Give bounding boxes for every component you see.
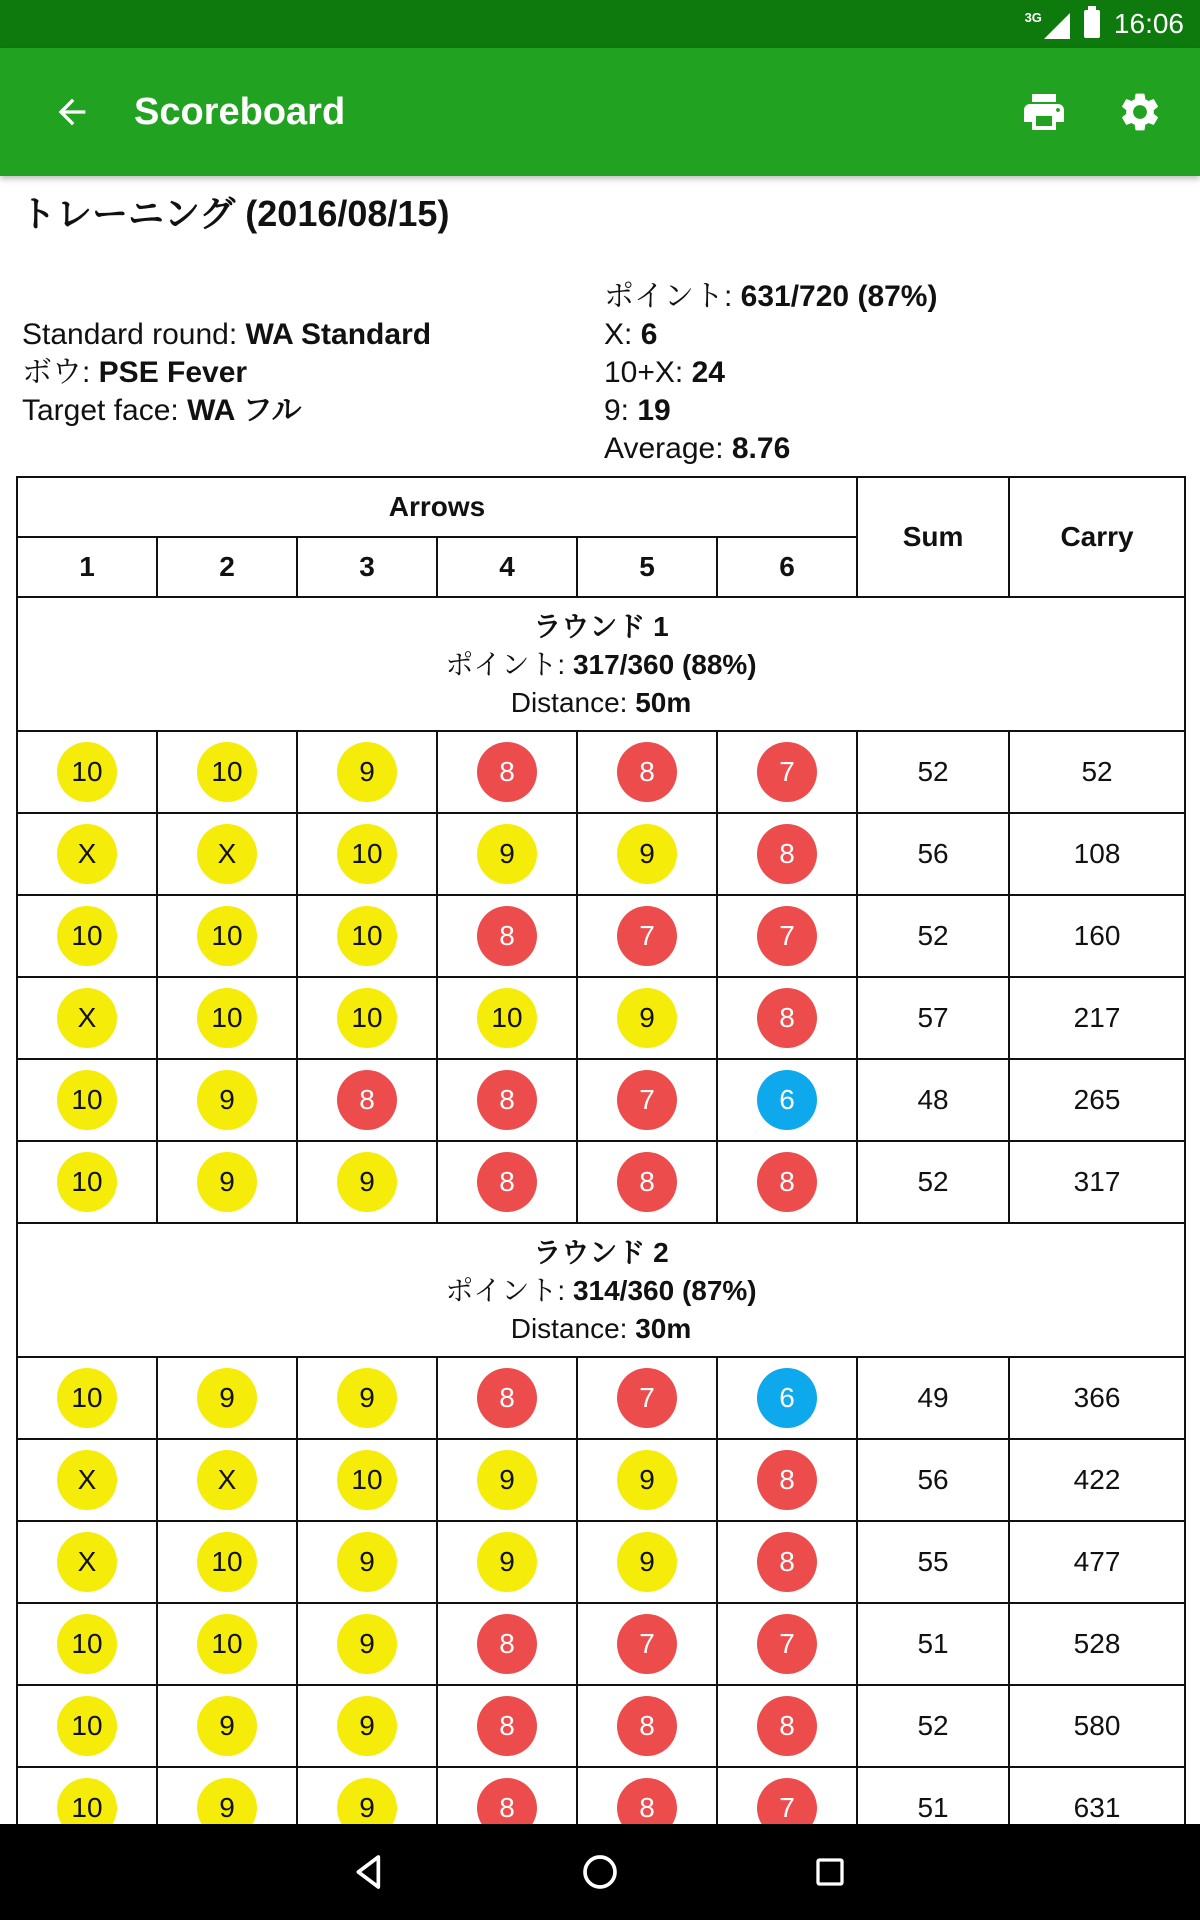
arrow-cell	[437, 977, 577, 1059]
arrow-score-badge: 7	[757, 742, 817, 802]
arrow-score-badge: 8	[757, 824, 817, 884]
arrow-cell	[717, 1685, 857, 1767]
arrow-cell	[297, 1357, 437, 1439]
arrow-score-badge: 8	[757, 1152, 817, 1212]
arrow-cell	[577, 1059, 717, 1141]
arrow-score-badge: 10	[197, 1614, 257, 1674]
arrow-cell	[577, 1141, 717, 1223]
nav-back-button[interactable]	[340, 1842, 400, 1902]
end-row[interactable]	[17, 731, 1185, 813]
x-count-line	[604, 316, 937, 354]
points-label: ポイント:	[604, 280, 741, 313]
arrow-score-badge: 8	[477, 1696, 537, 1756]
arrow-score-badge: 7	[757, 1614, 817, 1674]
end-carry: 265	[1009, 1059, 1185, 1141]
end-row[interactable]	[17, 1141, 1185, 1223]
arrow-cell	[717, 1059, 857, 1141]
arrow-score-badge: 10	[57, 906, 117, 966]
target-face-value: WA フル	[187, 394, 302, 427]
page-title: Scoreboard	[134, 90, 346, 133]
arrow-score-badge: X	[197, 824, 257, 884]
circle-home-icon	[580, 1852, 620, 1892]
arrow-cell	[717, 977, 857, 1059]
arrow-cell	[437, 1059, 577, 1141]
settings-button[interactable]	[1104, 76, 1176, 148]
arrow-cell	[17, 1141, 157, 1223]
round-distance-label: Distance:	[510, 1313, 636, 1344]
end-carry: 108	[1009, 813, 1185, 895]
arrow-score-badge: X	[57, 824, 117, 884]
arrow-score-badge: 6	[757, 1368, 817, 1428]
arrow-cell	[717, 1521, 857, 1603]
round-distance-line	[28, 684, 1174, 722]
scoreboard-content[interactable]	[0, 176, 1200, 1824]
arrow-score-badge: 9	[617, 988, 677, 1048]
arrow-score-badge: 10	[57, 1778, 117, 1824]
arrow-cell	[437, 1685, 577, 1767]
arrow-score-badge: 10	[57, 1152, 117, 1212]
end-row[interactable]	[17, 1439, 1185, 1521]
round-name: ラウンド 1	[533, 611, 669, 642]
arrow-score-badge: 10	[197, 742, 257, 802]
session-meta-left	[22, 316, 431, 430]
arrow-cell	[17, 1767, 157, 1824]
scoreboard-body	[17, 597, 1185, 1824]
arrow-cell	[157, 1521, 297, 1603]
end-carry: 631	[1009, 1767, 1185, 1824]
bow-label: ボウ:	[22, 356, 99, 389]
standard-round-label: Standard round:	[22, 318, 246, 351]
arrow-cell	[437, 1357, 577, 1439]
print-button[interactable]	[1008, 76, 1080, 148]
arrow-score-badge: X	[57, 1532, 117, 1592]
end-sum: 51	[857, 1603, 1009, 1685]
arrows-header: Arrows	[17, 477, 857, 537]
arrow-score-badge: 7	[617, 906, 677, 966]
average-label: Average:	[604, 432, 732, 465]
arrow-score-badge: 8	[477, 1778, 537, 1824]
round-points-label: ポイント:	[445, 649, 573, 680]
arrow-cell	[577, 1439, 717, 1521]
status-bar	[0, 0, 1200, 48]
arrow-cell	[17, 1521, 157, 1603]
arrow-cell	[717, 813, 857, 895]
arrow-score-badge: 10	[337, 1450, 397, 1510]
arrow-cell	[717, 731, 857, 813]
end-row[interactable]	[17, 977, 1185, 1059]
round-name: ラウンド 2	[533, 1237, 669, 1268]
arrow-cell	[577, 731, 717, 813]
arrow-score-badge: 10	[337, 988, 397, 1048]
session-title: トレーニング (2016/08/15)	[20, 193, 450, 234]
arrow-cell	[297, 731, 437, 813]
triangle-back-icon	[350, 1852, 390, 1892]
arrow-cell	[157, 977, 297, 1059]
arrow-cell	[577, 1685, 717, 1767]
arrow-score-badge: 10	[57, 742, 117, 802]
arrow-score-badge: 10	[337, 906, 397, 966]
end-row[interactable]	[17, 1521, 1185, 1603]
nav-recents-button[interactable]	[800, 1842, 860, 1902]
arrow-score-badge: 10	[57, 1614, 117, 1674]
arrow-score-badge: 9	[337, 1778, 397, 1824]
arrow-score-badge: 8	[617, 1152, 677, 1212]
arrow-cell	[577, 895, 717, 977]
x-count-value: 6	[640, 318, 658, 351]
end-carry: 422	[1009, 1439, 1185, 1521]
arrow-score-badge: 9	[197, 1778, 257, 1824]
arrow-score-badge: 10	[57, 1368, 117, 1428]
arrow-score-badge: 7	[617, 1070, 677, 1130]
arrow-cell	[297, 1767, 437, 1824]
arrow-cell	[437, 1141, 577, 1223]
end-sum: 48	[857, 1059, 1009, 1141]
arrow-cell	[17, 895, 157, 977]
clock: 16:06	[1113, 8, 1184, 39]
arrow-cell	[17, 977, 157, 1059]
arrow-score-badge: 7	[757, 1778, 817, 1824]
arrow-cell	[17, 731, 157, 813]
round-distance-value: 50m	[635, 687, 692, 718]
signal-icon	[1044, 13, 1070, 39]
arrow-score-badge: X	[57, 988, 117, 1048]
arrow-cell	[297, 813, 437, 895]
end-row[interactable]	[17, 895, 1185, 977]
arrow-cell	[717, 1603, 857, 1685]
arrow-cell	[437, 1439, 577, 1521]
arrow-score-badge: 8	[757, 988, 817, 1048]
arrow-cell	[157, 813, 297, 895]
end-carry: 217	[1009, 977, 1185, 1059]
arrow-col-header: 1	[17, 537, 157, 597]
arrow-score-badge: 6	[757, 1070, 817, 1130]
arrow-cell	[297, 1603, 437, 1685]
arrow-score-badge: 8	[617, 1696, 677, 1756]
arrow-score-badge: 9	[197, 1152, 257, 1212]
end-row[interactable]	[17, 813, 1185, 895]
arrow-score-badge: 9	[337, 1152, 397, 1212]
round-info-cell	[17, 597, 1185, 731]
arrow-score-badge: 8	[477, 1070, 537, 1130]
end-sum: 57	[857, 977, 1009, 1059]
nine-count-line	[604, 392, 937, 430]
arrow-cell	[157, 1141, 297, 1223]
arrow-col-header: 2	[157, 537, 297, 597]
ten-x-count-value: 24	[691, 356, 725, 389]
arrow-score-badge: 7	[617, 1368, 677, 1428]
arrow-cell	[577, 813, 717, 895]
arrow-cell	[157, 1357, 297, 1439]
end-row[interactable]	[17, 1767, 1185, 1824]
standard-round-line	[22, 316, 431, 354]
average-line	[604, 430, 937, 468]
average-value: 8.76	[731, 432, 791, 465]
round-points-line	[28, 646, 1174, 684]
end-sum: 52	[857, 895, 1009, 977]
round-points-value: 317/360 (88%)	[572, 649, 757, 680]
arrow-score-badge: 10	[197, 1532, 257, 1592]
end-carry: 366	[1009, 1357, 1185, 1439]
network-type: 3G	[1024, 9, 1042, 25]
arrow-score-badge: 8	[477, 1368, 537, 1428]
arrow-score-badge: X	[197, 1450, 257, 1510]
arrow-cell	[717, 895, 857, 977]
arrow-score-badge: 8	[477, 906, 537, 966]
arrow-cell	[297, 1685, 437, 1767]
points-line	[604, 278, 937, 316]
arrow-cell	[17, 1685, 157, 1767]
bow-line	[22, 354, 431, 392]
table-header-row	[17, 477, 1185, 537]
end-sum: 56	[857, 1439, 1009, 1521]
arrow-cell	[157, 1685, 297, 1767]
arrow-score-badge: 8	[617, 1778, 677, 1824]
square-recents-icon	[812, 1854, 848, 1890]
arrow-col-header: 3	[297, 537, 437, 597]
arrow-score-badge: 9	[197, 1696, 257, 1756]
arrow-cell	[297, 1521, 437, 1603]
end-sum: 55	[857, 1521, 1009, 1603]
arrow-cell	[17, 1357, 157, 1439]
arrow-cell	[717, 1439, 857, 1521]
arrow-cell	[17, 1439, 157, 1521]
arrow-cell	[577, 1603, 717, 1685]
arrow-cell	[157, 1767, 297, 1824]
arrow-score-badge: 8	[477, 1614, 537, 1674]
round-points-line	[28, 1272, 1174, 1310]
carry-header: Carry	[1009, 477, 1185, 597]
navigation-bar	[0, 1824, 1200, 1920]
arrow-cell	[577, 1357, 717, 1439]
arrow-cell	[437, 1603, 577, 1685]
session-meta-right	[604, 278, 937, 468]
round-points-value: 314/360 (87%)	[572, 1275, 757, 1306]
arrow-cell	[717, 1357, 857, 1439]
end-row[interactable]	[17, 1059, 1185, 1141]
arrow-score-badge: 9	[617, 824, 677, 884]
arrow-cell	[717, 1767, 857, 1824]
arrow-cell	[157, 1439, 297, 1521]
arrow-cell	[577, 1767, 717, 1824]
arrow-score-badge: 9	[337, 1614, 397, 1674]
bow-value: PSE Fever	[98, 356, 248, 389]
arrow-score-badge: 8	[477, 1152, 537, 1212]
arrow-score-badge: 9	[337, 1532, 397, 1592]
arrow-score-badge: 9	[477, 1450, 537, 1510]
arrow-score-badge: 10	[197, 906, 257, 966]
arrow-cell	[437, 813, 577, 895]
round-points-label: ポイント:	[445, 1275, 573, 1306]
arrow-cell	[437, 1521, 577, 1603]
arrow-score-badge: X	[57, 1450, 117, 1510]
print-icon	[1020, 88, 1068, 136]
end-sum: 56	[857, 813, 1009, 895]
arrow-cell	[157, 895, 297, 977]
end-carry: 317	[1009, 1141, 1185, 1223]
ten-x-count-line	[604, 354, 937, 392]
sum-header: Sum	[857, 477, 1009, 597]
arrow-score-badge: 10	[57, 1696, 117, 1756]
arrow-cell	[297, 1141, 437, 1223]
arrow-cell	[437, 1767, 577, 1824]
arrow-score-badge: 7	[757, 906, 817, 966]
end-carry: 477	[1009, 1521, 1185, 1603]
end-carry: 580	[1009, 1685, 1185, 1767]
arrow-score-badge: 9	[197, 1368, 257, 1428]
arrow-col-header: 6	[717, 537, 857, 597]
arrow-cell	[157, 1603, 297, 1685]
round-info-row	[17, 597, 1185, 731]
app-bar	[0, 48, 1200, 176]
arrow-score-badge: 8	[757, 1450, 817, 1510]
target-face-label: Target face:	[22, 394, 188, 427]
arrow-score-badge: 9	[477, 1532, 537, 1592]
arrow-cell	[17, 1059, 157, 1141]
arrow-cell	[297, 895, 437, 977]
arrow-score-badge: 10	[337, 824, 397, 884]
nav-home-button[interactable]	[570, 1842, 630, 1902]
arrow-score-badge: 9	[197, 1070, 257, 1130]
end-sum: 52	[857, 1685, 1009, 1767]
arrow-cell	[297, 1439, 437, 1521]
gear-icon	[1117, 89, 1163, 135]
arrow-cell	[577, 1521, 717, 1603]
back-button[interactable]	[36, 76, 108, 148]
round-info-row	[17, 1223, 1185, 1357]
arrow-cell	[577, 977, 717, 1059]
arrow-cell	[437, 895, 577, 977]
arrow-cell	[17, 813, 157, 895]
arrow-score-badge: 9	[337, 1368, 397, 1428]
scoreboard-table	[16, 476, 1186, 1824]
end-sum: 49	[857, 1357, 1009, 1439]
end-row[interactable]	[17, 1603, 1185, 1685]
network-indicator	[1025, 10, 1070, 39]
points-value: 631/720 (87%)	[740, 280, 938, 313]
round-distance-value: 30m	[635, 1313, 692, 1344]
arrow-score-badge: 10	[477, 988, 537, 1048]
end-sum: 52	[857, 1141, 1009, 1223]
end-row[interactable]	[17, 1357, 1185, 1439]
arrow-score-badge: 8	[337, 1070, 397, 1130]
round-info-cell	[17, 1223, 1185, 1357]
end-carry: 160	[1009, 895, 1185, 977]
battery-icon	[1084, 10, 1100, 38]
arrow-score-badge: 8	[757, 1696, 817, 1756]
standard-round-value: WA Standard	[245, 318, 432, 351]
arrow-cell	[17, 1603, 157, 1685]
arrow-score-badge: 9	[617, 1532, 677, 1592]
arrow-cell	[157, 731, 297, 813]
arrow-col-header: 5	[577, 537, 717, 597]
arrow-back-icon	[52, 92, 92, 132]
arrow-cell	[297, 1059, 437, 1141]
arrow-score-badge: 9	[477, 824, 537, 884]
arrow-score-badge: 10	[197, 988, 257, 1048]
arrow-score-badge: 10	[57, 1070, 117, 1130]
target-face-line	[22, 392, 431, 430]
end-row[interactable]	[17, 1685, 1185, 1767]
arrow-col-header: 4	[437, 537, 577, 597]
ten-x-count-label: 10+X:	[604, 356, 692, 389]
x-count-label: X:	[604, 318, 641, 351]
arrow-score-badge: 9	[617, 1450, 677, 1510]
arrow-score-badge: 7	[617, 1614, 677, 1674]
arrow-score-badge: 9	[337, 1696, 397, 1756]
nine-count-value: 19	[637, 394, 671, 427]
arrow-cell	[717, 1141, 857, 1223]
round-distance-line	[28, 1310, 1174, 1348]
nine-count-label: 9:	[604, 394, 638, 427]
arrow-score-badge: 8	[757, 1532, 817, 1592]
end-sum: 52	[857, 731, 1009, 813]
end-carry: 52	[1009, 731, 1185, 813]
arrow-cell	[157, 1059, 297, 1141]
arrow-cell	[437, 731, 577, 813]
round-distance-label: Distance:	[510, 687, 636, 718]
arrow-score-badge: 8	[477, 742, 537, 802]
arrow-cell	[297, 977, 437, 1059]
arrow-score-badge: 8	[617, 742, 677, 802]
end-carry: 528	[1009, 1603, 1185, 1685]
end-sum: 51	[857, 1767, 1009, 1824]
arrow-score-badge: 9	[337, 742, 397, 802]
